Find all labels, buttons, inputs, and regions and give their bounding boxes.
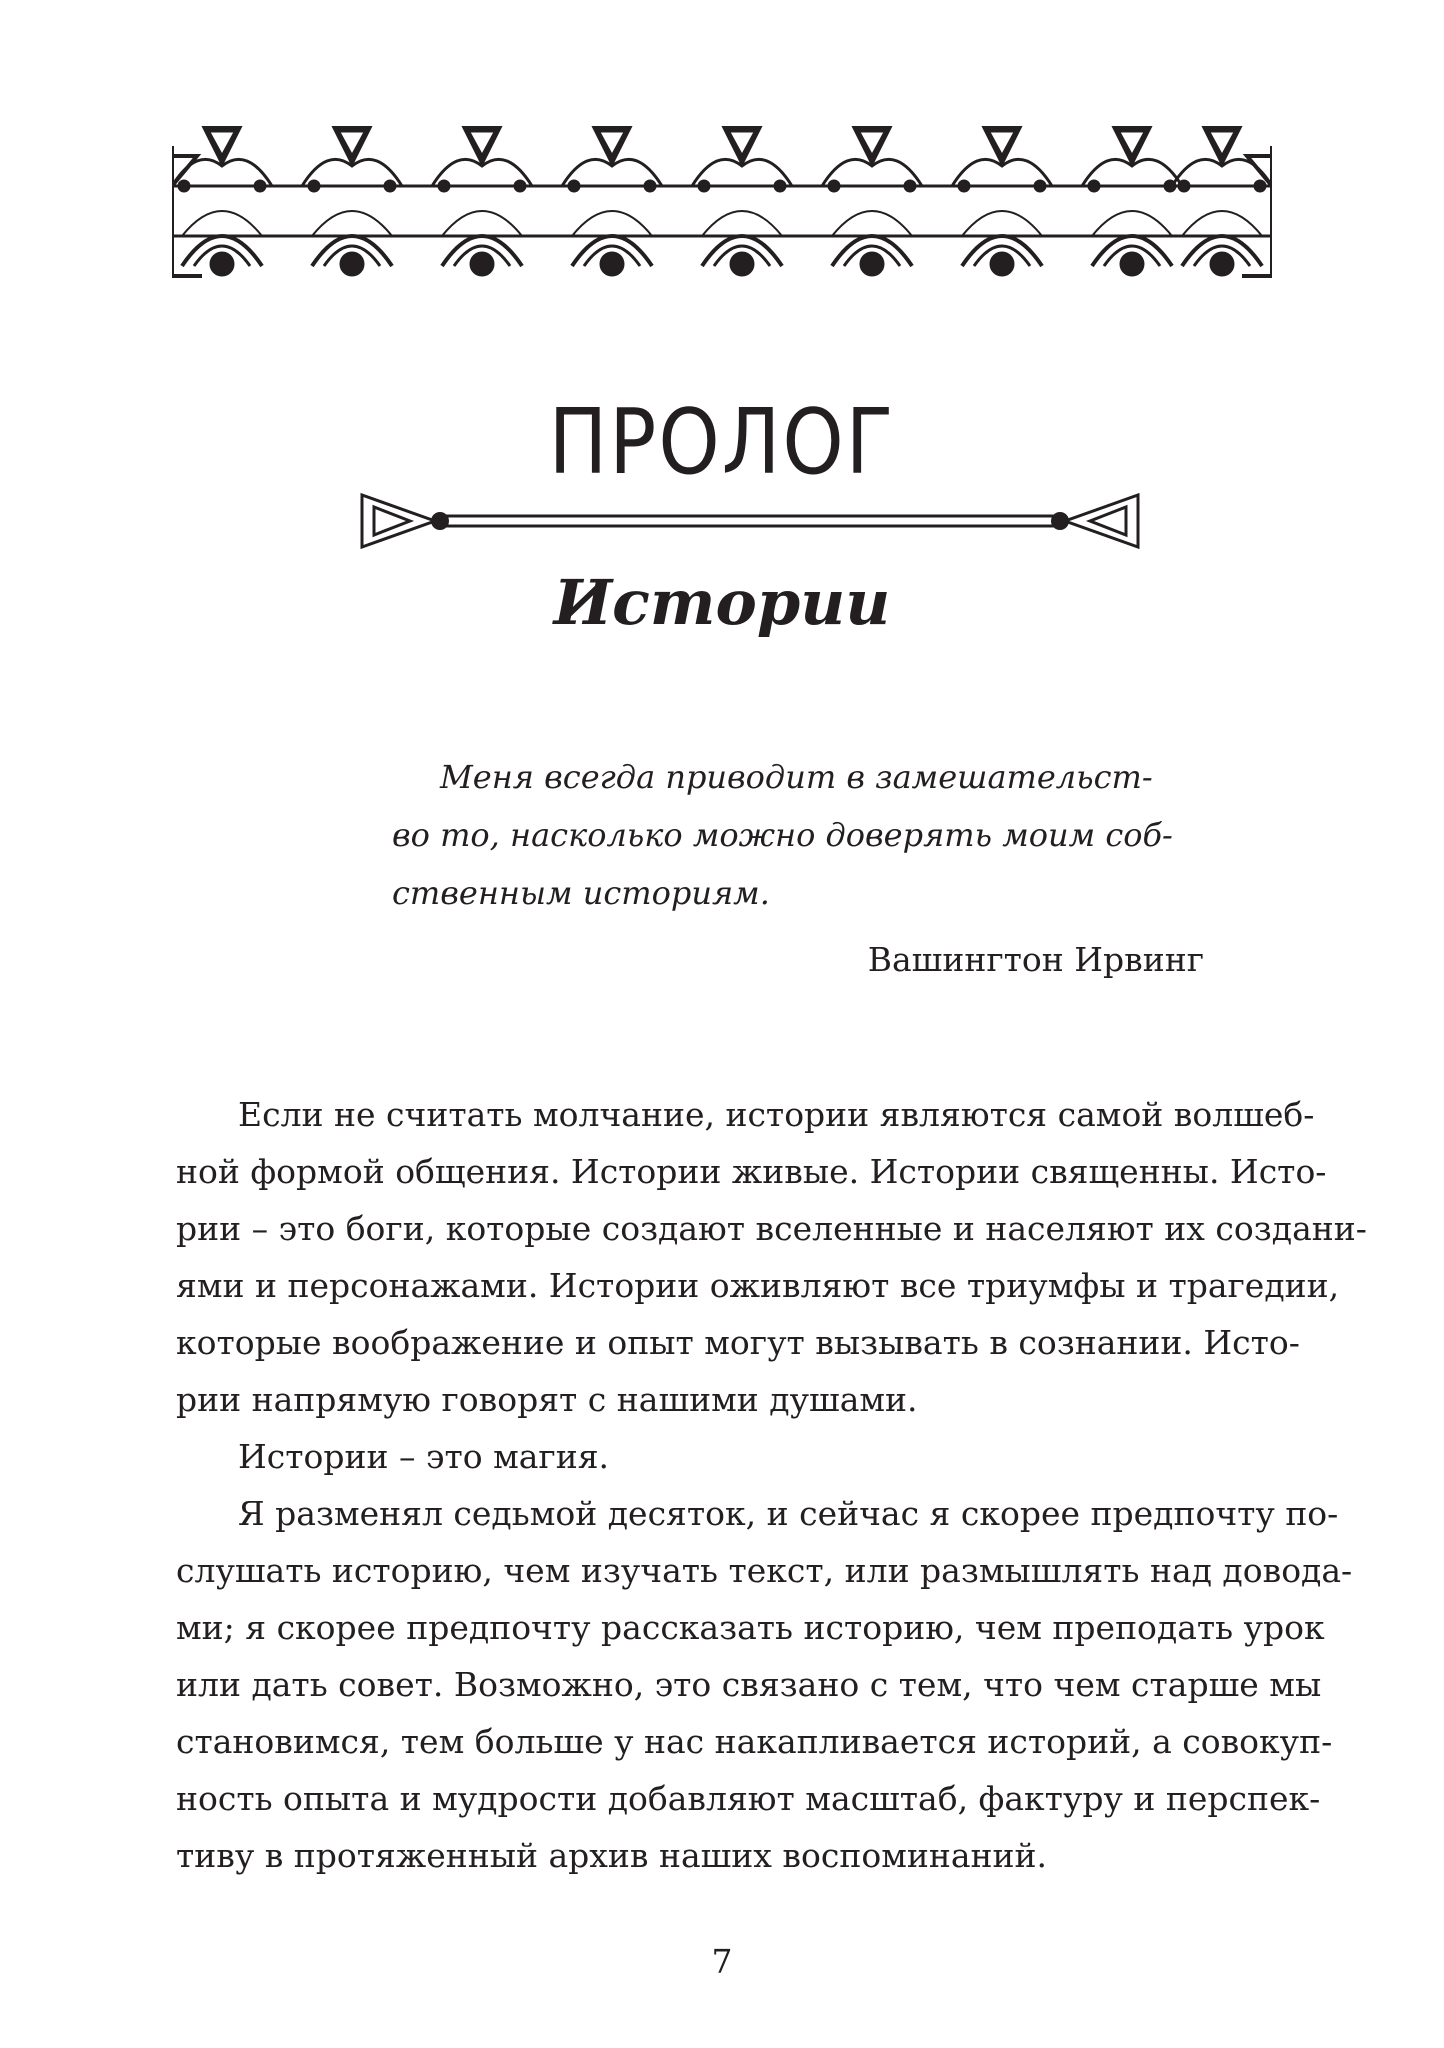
page-number: 7 — [711, 1942, 733, 1981]
body-line: ность опыта и мудрости добавляют масштаб, фактуру и перспек- — [176, 1779, 1321, 1818]
body-line: Я разменял седьмой десяток, и сейчас я скорее предпочту по- — [238, 1494, 1339, 1533]
body-line: тиву в протяженный архив наших воспоминаний. — [176, 1836, 1048, 1875]
epigraph-author: Вашингтон Ирвинг — [867, 940, 1204, 979]
body-text — [176, 1086, 1367, 1884]
body-line: Истории – это магия. — [238, 1437, 610, 1476]
body-line: рии напрямую говорят с нашими душами. — [176, 1380, 918, 1419]
body-line: Если не считать молчание, истории являются самой волшеб- — [238, 1095, 1315, 1134]
body-line: ной формой общения. Истории живые. Истории священны. Исто- — [176, 1152, 1327, 1191]
body-line: ями и персонажами. Истории оживляют все триумфы и трагедии, — [176, 1266, 1340, 1305]
chapter-title: ПРОЛОГ — [548, 391, 896, 495]
title-decorative-rule — [360, 493, 1140, 549]
body-line: ми; я скорее предпочту рассказать историю, чем преподать урок — [176, 1608, 1325, 1647]
epigraph-quote — [392, 748, 1212, 922]
epigraph-line: ственным историям. — [392, 874, 770, 912]
chapter-subtitle: Истории — [553, 566, 891, 639]
body-line: становимся, тем больше у нас накапливается историй, а совокуп- — [176, 1722, 1333, 1761]
body-line: слушать историю, чем изучать текст, или размышлять над довода- — [176, 1551, 1353, 1590]
epigraph-line: во то, насколько можно доверять моим соб- — [392, 816, 1173, 854]
body-line: или дать совет. Возможно, это связано с тем, что чем старше мы — [176, 1665, 1322, 1704]
decorative-header-ornament — [172, 126, 1272, 296]
body-line: рии – это боги, которые создают вселенные и населяют их создани- — [176, 1209, 1367, 1248]
epigraph-line: Меня всегда приводит в замешательст- — [440, 758, 1153, 796]
body-line: которые воображение и опыт могут вызывать в сознании. Исто- — [176, 1323, 1300, 1362]
